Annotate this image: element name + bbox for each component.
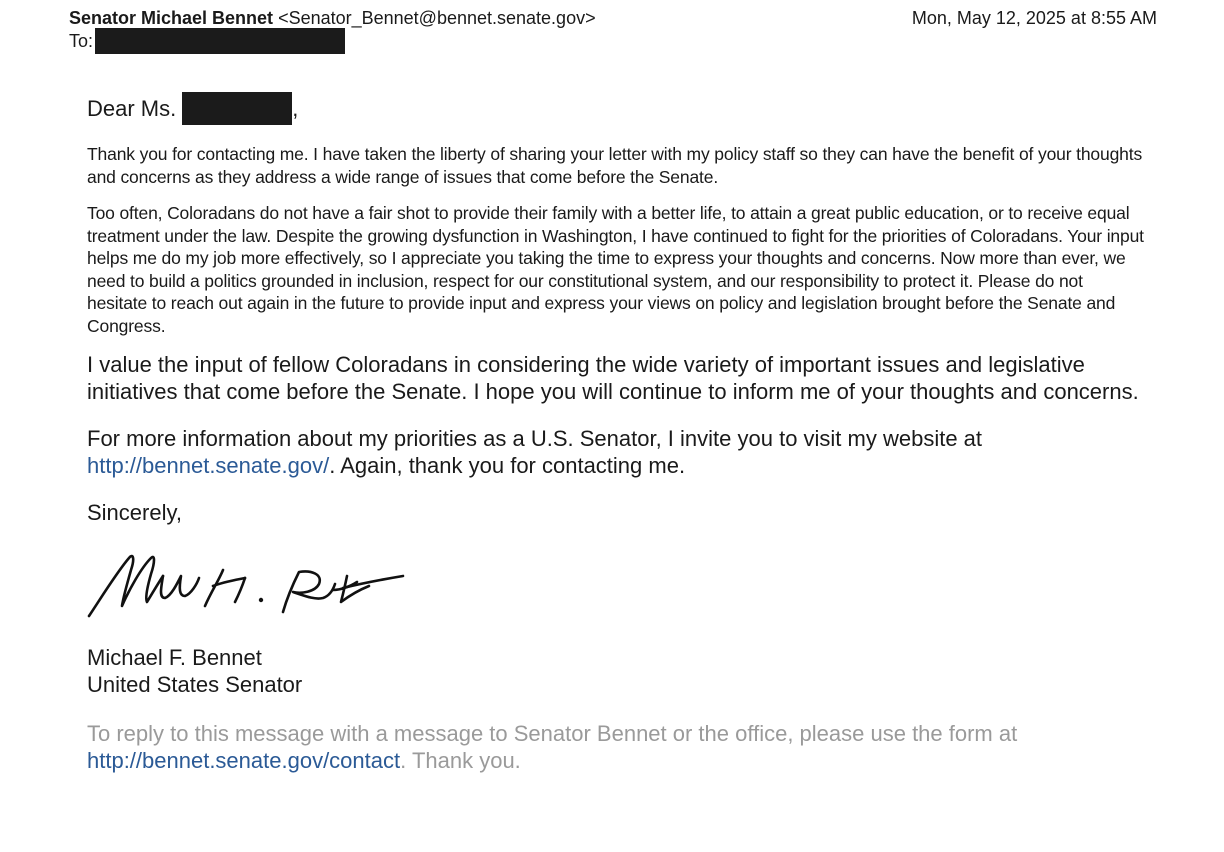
closing: Sincerely,	[87, 500, 182, 525]
sender	[69, 7, 596, 29]
reply-footer	[87, 720, 1147, 774]
signature	[87, 536, 427, 636]
signer-block	[87, 644, 1147, 698]
sender-name[interactable]: Senator Michael Bennet	[69, 8, 274, 28]
paragraph-2: Too often, Coloradans do not have a fair shot to provide their family with a better life, to attain a great public education, or to receive equal treatment under the law. Despite the growing dysfunction in Washington, I have continued to fight for the priorities of Coloradans. Your input helps me do my job more effectively, so I appreciate you taking the time to express your thoughts and concerns. Now more than ever, we need to build a politics grounded in inclusion, respect for our constitutional system, and our responsibility to protect it. Please do not hesitate to reach out again in the future to provide input and express your views on policy and legislation brought before the Senate and Congress.	[87, 203, 1144, 336]
paragraph-4-text: For more information about my priorities as a U.S. Senator, I invite you to visit my website at	[87, 426, 983, 451]
contact-link[interactable]: http://bennet.senate.gov/contact	[87, 748, 401, 773]
paragraph-4	[87, 425, 1147, 479]
sender-email[interactable]: <Senator_Bennet@bennet.senate.gov>	[278, 8, 596, 28]
letter-body	[87, 92, 1147, 774]
paragraph-1: Thank you for contacting me. I have taken the liberty of sharing your letter with my policy staff so they can have the benefit of your thoughts and concerns as they address a wide range of issues that come before the Senate.	[87, 144, 1143, 187]
greeting-punctuation: ,	[292, 95, 299, 121]
to-row	[69, 29, 1157, 53]
reply-footer-text: To reply to this message with a message to Senator Bennet or the office, please use the form at	[87, 721, 1018, 746]
signer-name: Michael F. Bennet	[87, 645, 262, 670]
reply-footer-tail: . Thank you.	[400, 748, 521, 773]
email-date: Mon, May 12, 2025 at 8:55 AM	[911, 8, 1157, 28]
greeting	[87, 92, 1147, 125]
paragraph-3: I value the input of fellow Coloradans in considering the wide variety of important issues and legislative initiatives that come before the Senate. I hope you will continue to inform me of your thoughts and concerns.	[87, 352, 1139, 404]
greeting-text: Dear Ms.	[87, 95, 177, 121]
signer-title: United States Senator	[87, 672, 303, 697]
email-header	[69, 7, 1157, 53]
website-link[interactable]: http://bennet.senate.gov/	[87, 453, 330, 478]
redacted-name	[182, 92, 292, 125]
from-row	[69, 7, 1157, 29]
paragraph-4-tail: . Again, thank you for contacting me.	[329, 453, 686, 478]
to-label: To:	[69, 31, 94, 51]
redacted-recipient	[95, 28, 345, 54]
